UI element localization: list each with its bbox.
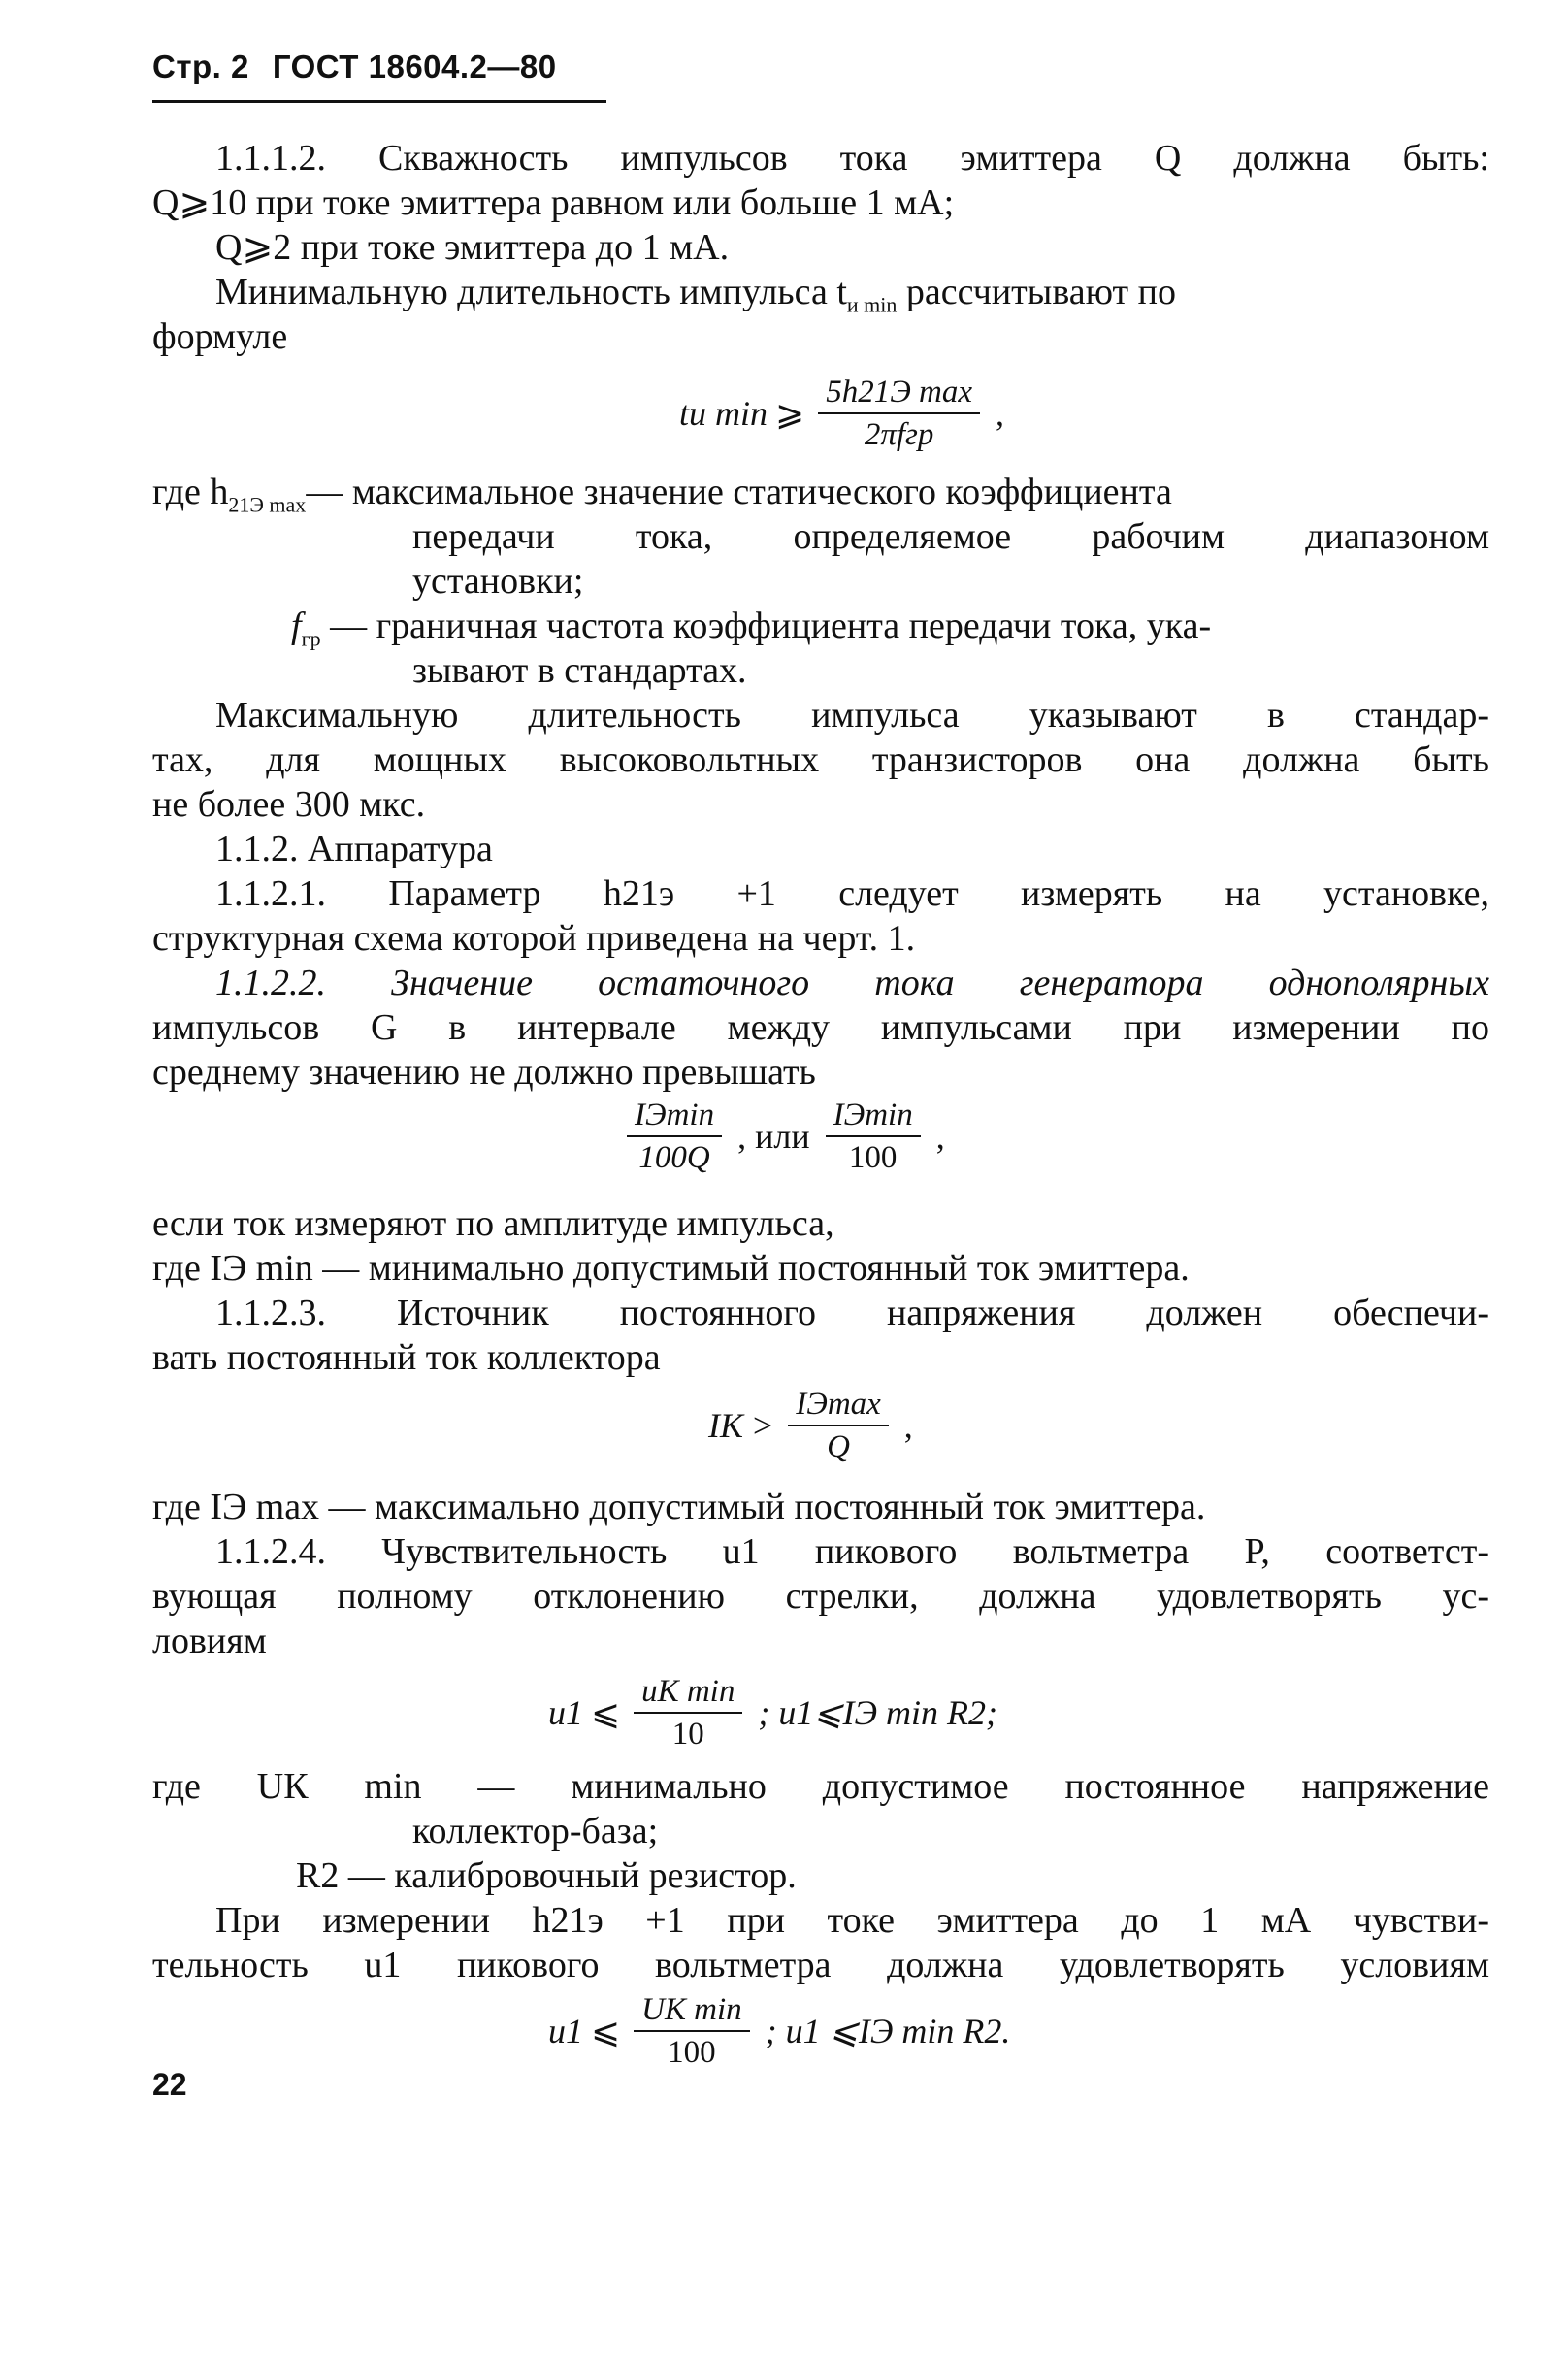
running-header	[152, 49, 606, 85]
text-line: При измерении h21э +1 при токе эмиттера до 1 мА чувстви-	[215, 1900, 1489, 1941]
section-heading: 1.1.2. Аппаратура	[215, 829, 493, 869]
text-line: Минимальную длительность импульса $t_{и min}$ рассчитывают по	[215, 272, 1176, 317]
text-line: 1.1.2.2. Значение остаточного тока генератора однополярных	[215, 963, 1489, 1003]
formula-residual-current: $\frac{IЭ\min}{100Q}$ , или $\frac{IЭ\min}{100}$ ,	[621, 1097, 945, 1176]
text-line: тах, для мощных высоковольтных транзисторов она должна быть	[152, 739, 1489, 780]
text-line: вать постоянный ток коллектора	[152, 1337, 661, 1378]
text-line: 1.1.2.3. Источник постоянного напряжения должен обеспечи-	[215, 1293, 1489, 1333]
header-rule	[152, 100, 606, 103]
text-line: зывают в стандартах.	[412, 650, 747, 691]
text-line: ловиям	[152, 1621, 267, 1661]
text-line: передачи тока, определяемое рабочим диапазоном	[412, 516, 1489, 557]
formula-t-min: tи min ⩾ $\frac{\text{5h21Э max}}{\text{2πfгр}}$ ,	[679, 375, 1005, 452]
page-number: 22	[152, 2067, 187, 2102]
formula-sensitivity-1: u1 ⩽ $\frac{\text{uК min}}{10}$ ; u1⩽IЭ min R2;	[548, 1674, 998, 1752]
text-line: формуле	[152, 316, 288, 357]
text-line: Максимальную длительность импульса указывают в стандар-	[215, 695, 1489, 736]
text-line: импульсов G в интервале между импульсами при измерении по	[152, 1007, 1489, 1048]
text-line: 1.1.2.4. Чувствительность u1 пикового вольтметра P, соответст-	[215, 1531, 1489, 1572]
formula-collector-current: IК > $\frac{IЭ\max}{Q}$ ,	[708, 1387, 913, 1464]
formula-sensitivity-2: u1 ⩽ $\frac{\text{UК min}}{100}$ ; u1 ⩽IЭ min R2.	[548, 1992, 1011, 2070]
text-line: Q⩾10 при токе эмиттера равном или больше 1 мА;	[152, 182, 955, 223]
text-line: не более 300 мкс.	[152, 784, 426, 825]
text-line: если ток измеряют по амплитуде импульса,	[152, 1203, 834, 1244]
text-line: где IЭ max — максимально допустимый постоянный ток эмиттера.	[152, 1487, 1206, 1527]
text-line: где IЭ min — минимально допустимый постоянный ток эмиттера.	[152, 1248, 1190, 1289]
text-line: установки;	[412, 561, 584, 602]
text-line: тельность u1 пикового вольтметра должна удовлетворять условиям	[152, 1945, 1489, 1985]
text-line: 1.1.2.1. Параметр h21э +1 следует измерять на установке,	[215, 873, 1489, 914]
text-line: структурная схема которой приведена на черт. 1.	[152, 918, 916, 959]
text-line: где $h_{21Э max}—$ максимальное значение статического коэффициента	[152, 472, 1172, 517]
text-line: где UК min — минимально допустимое постоянное напряжение	[152, 1766, 1489, 1807]
text-line: вующая полному отклонению стрелки, должна удовлетворять ус-	[152, 1576, 1489, 1617]
page-label: Стр. 2	[152, 49, 249, 84]
text-line: Q⩾2 при токе эмиттера до 1 мА.	[215, 227, 730, 268]
gost-label: ГОСТ 18604.2—80	[272, 49, 557, 84]
text-line: 1.1.1.2. Скважность импульсов тока эмиттера Q должна быть:	[215, 138, 1489, 179]
text-line: R2 — калибровочный резистор.	[296, 1855, 797, 1896]
text-line: коллектор-база;	[412, 1811, 659, 1851]
text-line: $f_{гр}$ — граничная частота коэффициента передачи тока, ука-	[291, 606, 1212, 651]
text-line: среднему значению не должно превышать	[152, 1052, 816, 1093]
